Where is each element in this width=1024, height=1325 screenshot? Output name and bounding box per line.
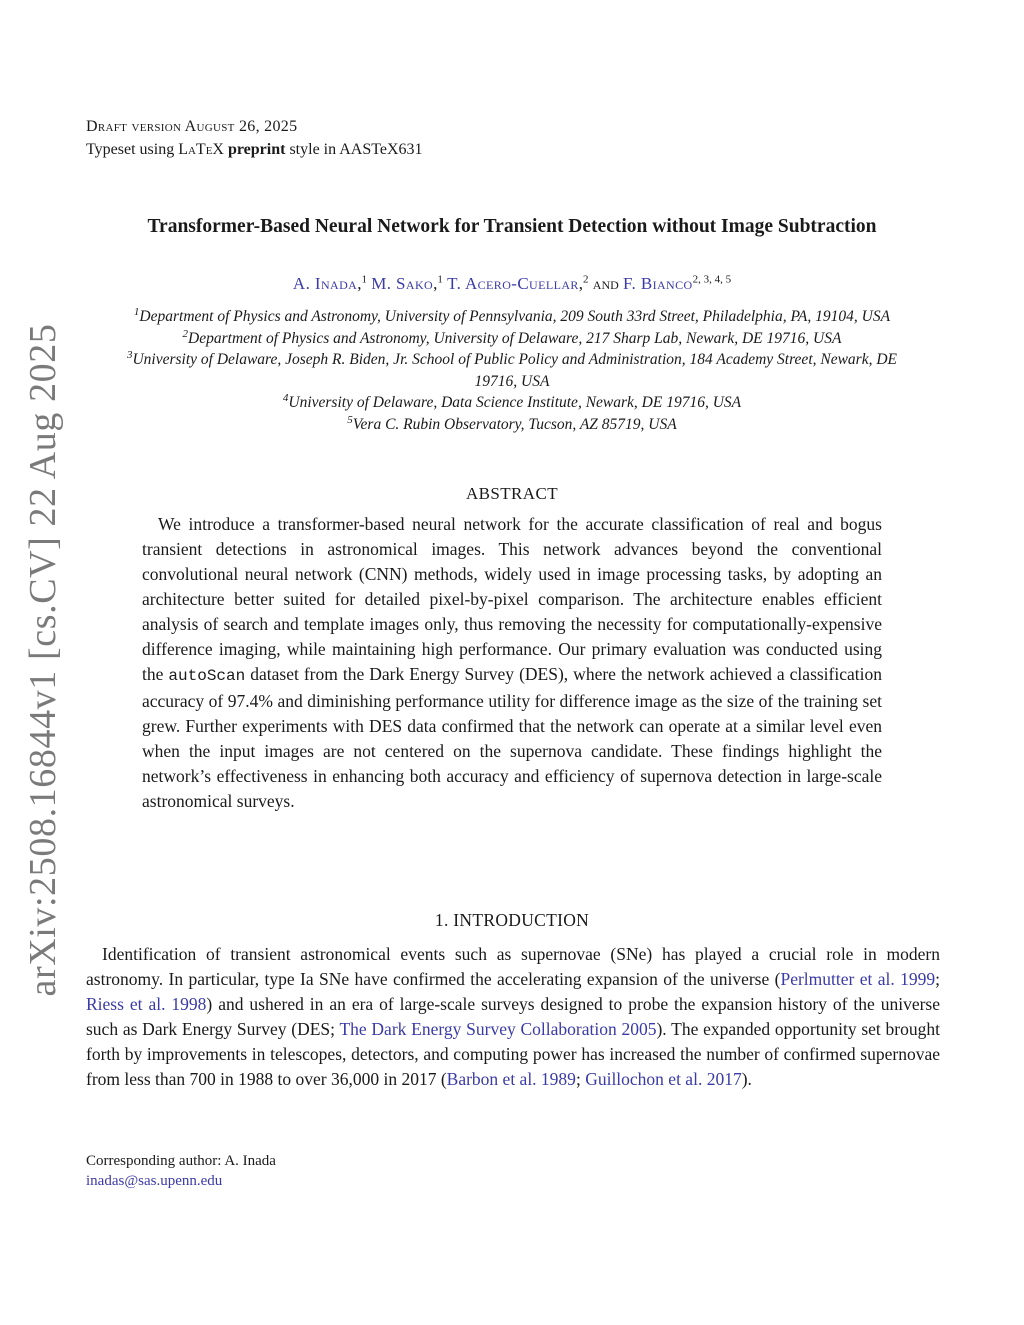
affiliations (80, 306, 944, 435)
affiliation-text: Vera C. Rubin Observatory, Tucson, AZ 85719, USA (352, 415, 677, 433)
affiliation (80, 414, 944, 436)
affiliation (80, 392, 944, 414)
author-link[interactable]: A. Inada (292, 274, 358, 293)
intro-text: ) and ushered in an era of large-scale surveys designed to probe the expansion history of the universe such as Dark Energy Survey (DES; (86, 994, 940, 1039)
draft-line (86, 117, 297, 137)
affiliation-text: University of Delaware, Joseph R. Biden, Jr. School of Public Policy and Administration, 184 Academy Street, Newark, DE 19716, USA (132, 351, 898, 390)
corresponding-author-label: Corresponding author: A. Inada (86, 1153, 276, 1169)
abstract-text: dataset from the Dark Energy Survey (DES), where the network achieved a classification accuracy of 97.4% and diminishing performance utility for difference image as the size of the training set grew. Further experiments with DES data confirmed that the network can operate at a similar level even when the input images are not centered on the supernova candidate. These findings highlight the network’s effectiveness in enhancing both accuracy and efficiency of supernova detection in large-scale astronomical surveys. (142, 664, 882, 811)
abstract-code-autoscan: autoScan (168, 667, 246, 685)
abstract-heading: ABSTRACT (466, 484, 558, 503)
citation-link[interactable]: Perlmutter et al. 1999 (780, 969, 936, 989)
affiliation-number: 3 (126, 348, 133, 361)
affiliation-number: 4 (282, 391, 289, 404)
corresponding-author (86, 1151, 276, 1191)
paper-title: Transformer-Based Neural Network for Transient Detection without Image Subtraction (147, 216, 877, 237)
affiliation (80, 328, 944, 350)
affiliation-number: 1 (133, 305, 140, 318)
intro-text: Identification of transient astronomical events such as supernovae (SNe) has played a crucial role in modern astronomy. In particular, type Ia SNe have confirmed the accelerating expansion of the universe ( (86, 944, 940, 989)
citation-link[interactable]: Guillochon et al. 2017 (585, 1069, 742, 1089)
typeset-prefix: Typeset using (86, 141, 179, 158)
section-heading-introduction: 1. INTRODUCTION (434, 910, 590, 930)
author-affil-sup: 2 (583, 273, 589, 286)
draft-version-text: Draft version August 26, 2025 (86, 118, 298, 135)
author-affil-sup: 1 (361, 273, 367, 286)
affiliation-text: University of Delaware, Data Science Institute, Newark, DE 19716, USA (288, 394, 742, 411)
author-affil-sup: 1 (437, 273, 443, 286)
email-link[interactable]: inadas@sas.upenn.edu (86, 1173, 223, 1189)
author-list: A. Inada,$^1$ M. Sako,$^1$ T. Acero-Cuellar,$^2$ and F. Bianco$^{2, 3, 4, 5}$ (292, 273, 732, 293)
abstract-body (142, 512, 882, 814)
introduction-paragraph (86, 942, 940, 1092)
intro-text: ; (935, 969, 940, 989)
typeset-suffix: style in AASTeX631 (285, 141, 423, 158)
author-and: and (592, 274, 619, 293)
affiliation-text: Department of Physics and Astronomy, University of Pennsylvania, 209 South 33rd Street, Philadelphia, PA, 19104, USA (139, 308, 891, 325)
citation-link[interactable]: Riess et al. 1998 (86, 994, 207, 1014)
intro-text: ). The expanded opportunity set brought forth by improvements in telescopes, detectors, and computing power has increased the number of confirmed supernovae from less than 700 in 1988 to over 36,000 in 2017 ( (86, 1019, 940, 1089)
author-link[interactable]: M. Sako (371, 274, 434, 293)
author-link[interactable]: F. Bianco (623, 274, 693, 293)
author-link[interactable]: T. Acero-Cuellar (447, 274, 579, 293)
affiliation-text: Department of Physics and Astronomy, University of Delaware, 217 Sharp Lab, Newark, DE 19716, USA (188, 329, 842, 347)
typeset-preprint: preprint (227, 141, 286, 158)
abstract-text: We introduce a transformer-based neural network for the accurate classification of real and bogus transient detections in astronomical images. This network advances beyond the conventional convolutional neural network (CNN) methods, widely used in image processing tasks, by adopting an architecture better suited for detailed pixel-by-pixel comparison. The architecture enables efficient analysis of search and template images only, thus removing the necessity for computationally-expensive difference imaging, while maintaining high performance. Our primary evaluation was conducted using the (142, 514, 882, 684)
arxiv-stamp (0, 0, 64, 1325)
citation-link[interactable]: The Dark Energy Survey Collaboration 2005 (339, 1019, 657, 1039)
affiliation-number: 5 (347, 413, 353, 426)
typeset-line (86, 140, 423, 160)
affiliation (80, 306, 944, 328)
latex-logo: LaTeX (178, 141, 224, 158)
intro-text: ). (741, 1069, 752, 1089)
affiliation-number: 2 (182, 327, 189, 340)
citation-link[interactable]: Barbon et al. 1989 (446, 1069, 576, 1089)
intro-text: ; (575, 1069, 586, 1089)
arxiv-identifier: arXiv:2508.16844v1 [cs.CV] 22 Aug 2025 (22, 323, 64, 997)
affiliation (80, 349, 944, 392)
author-affil-sup: 2, 3, 4, 5 (692, 273, 732, 286)
